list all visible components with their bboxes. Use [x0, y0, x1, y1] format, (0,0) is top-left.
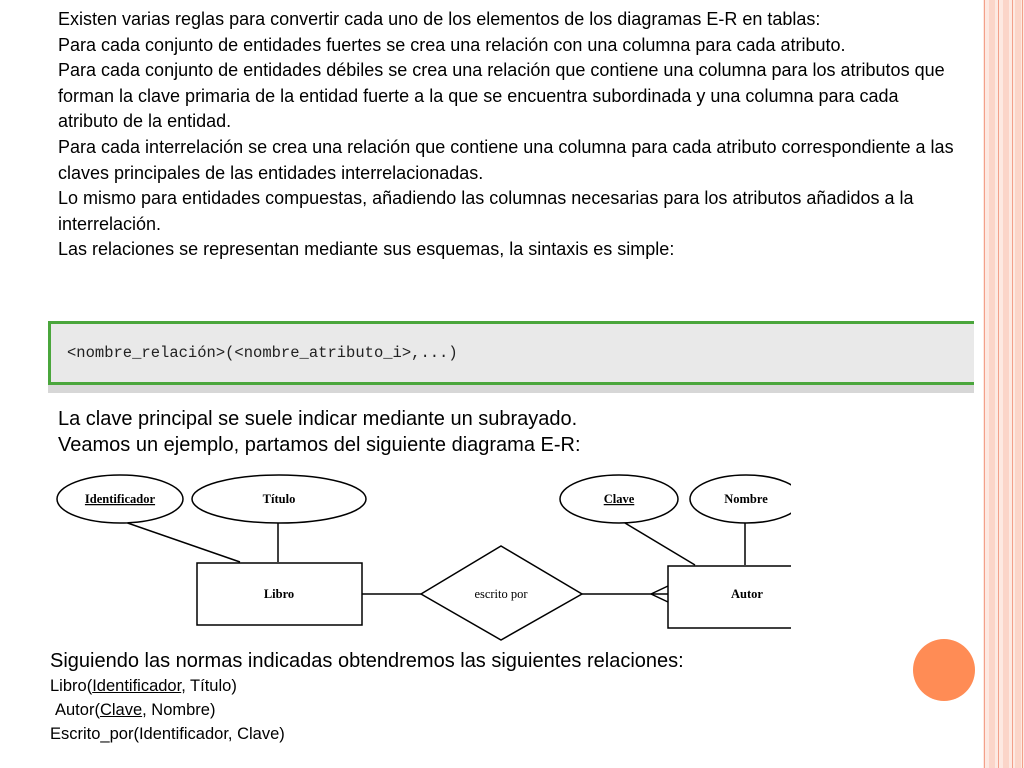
relations-section: [50, 648, 684, 746]
relation-autor-rest: , Nombre): [142, 701, 216, 719]
connector-clave-autor: [620, 520, 695, 565]
mid-text: [58, 406, 581, 458]
relation-escrito-name: Escrito_por: [50, 725, 134, 743]
crowfoot-top: [651, 586, 668, 594]
syntax-code-box: [48, 321, 974, 385]
example-intro: Veamos un ejemplo, partamos del siguiente diagrama E-R:: [58, 434, 581, 456]
relation-libro-open: (: [86, 677, 93, 695]
relation-autor-open: (: [94, 701, 100, 719]
relation-autor-key: Clave: [99, 701, 143, 719]
relation-autor-name: Autor: [55, 701, 95, 719]
intro-line-6: Las relaciones se representan mediante sus esquemas, la sintaxis es simple:: [58, 239, 675, 260]
attr-identificador-label: Identificador: [84, 492, 156, 506]
intro-line-4: Para cada interrelación se crea una relación que contiene una columna para cada atributo correspondiente a las claves principales de las entidades interrelacionadas.: [58, 136, 954, 183]
relation-escrito-rest: (Identificador, Clave): [133, 725, 285, 743]
relation-autor: [50, 698, 684, 722]
code-box-scrollbar: [48, 385, 974, 393]
intro-line-2: Para cada conjunto de entidades fuertes se crea una relación con una columna para cada atributo.: [58, 34, 846, 55]
intro-text: [58, 7, 963, 263]
entity-libro-label: Libro: [263, 587, 295, 601]
intro-line-3: Para cada conjunto de entidades débiles se crea una relación que contiene una columna para los atributos que forman la clave primaria de la entidad fuerte a la que se encuentra subordinada y una columna para cada atributo de la entidad.: [58, 60, 945, 132]
relation-libro: [50, 674, 684, 698]
er-diagram: [55, 470, 793, 646]
decorative-orange-circle: [913, 639, 975, 701]
attr-titulo-label: Título: [262, 492, 296, 506]
relations-intro: Siguiendo las normas indicadas obtendremos las siguientes relaciones:: [50, 650, 684, 672]
intro-line-5: Lo mismo para entidades compuestas, añadiendo las columnas necesarias para los atributos añadidos a la interrelación.: [58, 188, 914, 234]
relation-escrito-por: [50, 722, 684, 746]
relation-libro-name: Libro: [50, 677, 87, 695]
diagram-crop-edge: [791, 470, 793, 646]
relation-libro-rest: , Título): [181, 677, 237, 695]
intro-line-1: Existen varias reglas para convertir cada uno de los elementos de los diagramas E-R en tablas:: [58, 9, 821, 29]
relation-label: escrito por: [474, 587, 528, 601]
attr-clave-label: Clave: [603, 492, 635, 506]
connector-identificador-libro: [119, 520, 240, 562]
primary-key-note: La clave principal se suele indicar mediante un subrayado.: [58, 408, 578, 430]
attr-nombre-label: Nombre: [724, 492, 768, 506]
entity-autor-label: Autor: [731, 587, 763, 601]
relation-libro-key: Identificador: [92, 677, 182, 695]
decorative-side-stripes: [983, 0, 1024, 768]
crowfoot-bottom: [651, 594, 668, 602]
syntax-code: <nombre_relación>(<nombre_atributo_i>,...): [67, 344, 458, 362]
